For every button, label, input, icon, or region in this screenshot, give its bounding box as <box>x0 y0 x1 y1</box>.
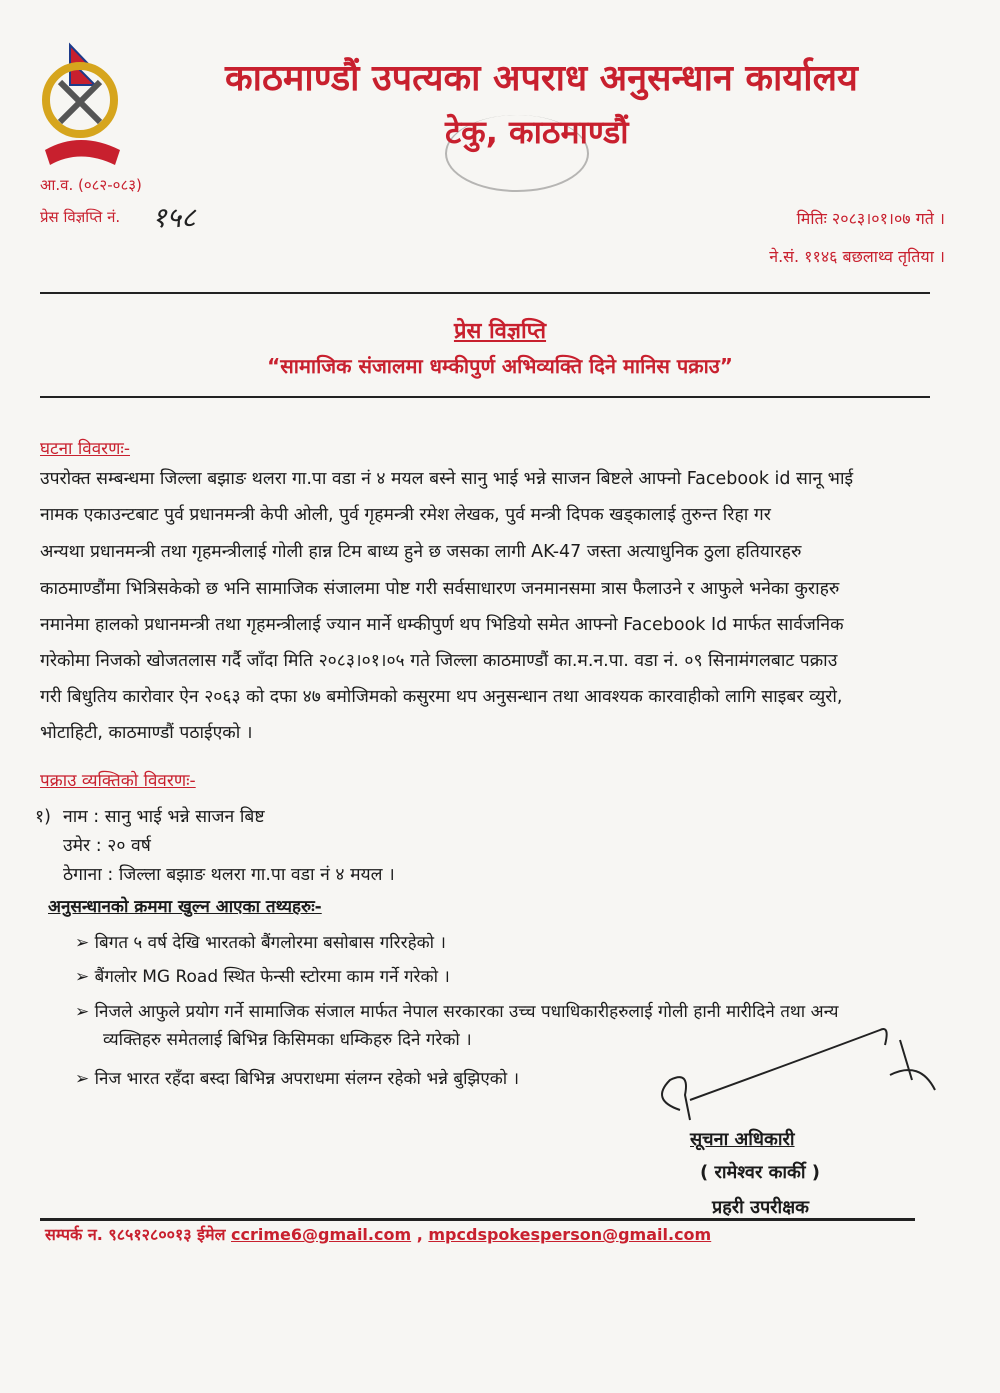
signatory-rank: प्रहरी उपरीक्षक <box>712 1197 809 1218</box>
nepal-police-emblem-icon <box>40 40 160 170</box>
signatory-name: ( रामेश्वर कार्की ) <box>700 1162 821 1183</box>
nepal-sambat-date: ने.सं. ११४६ बछलाथ्व तृतिया । <box>769 247 945 266</box>
divider <box>40 1218 915 1221</box>
fact-item: ➢ निज भारत रहँदा बस्दा बिभिन्न अपराधमा संलग्न रहेको भन्ने बुझिएको । <box>75 1069 520 1089</box>
incident-line: नमानेमा हालको प्रधानमन्त्री तथा गृहमन्त्रीलाई ज्यान मार्ने धम्कीपुर्ण थप भिडियो समेत आफ्नो Facebook Id मार्फत सार्वजनिक <box>40 615 844 635</box>
date: मितिः २०८३।०१।०७ गते । <box>796 209 945 228</box>
email-link-ccrime[interactable]: ccrime6@gmail.com <box>231 1225 412 1244</box>
fact-item-continuation: व्यक्तिहरु समेतलाई बिभिन्न किसिमका धम्किहरु दिने गरेको । <box>103 1030 472 1050</box>
press-release-no-label: प्रेस विज्ञप्ति नं. <box>40 208 121 226</box>
page-subtitle: “सामाजिक संजालमा धम्कीपुर्ण अभिव्यक्ति दिने मानिस पक्राउ” <box>267 354 733 378</box>
arrested-heading: पक्राउ व्यक्तिको विवरणः- <box>40 771 196 791</box>
facts-heading: अनुसन्धानको क्रममा खुल्न आएका तथ्यहरुः- <box>48 897 322 917</box>
incident-line: नामक एकाउन्टबाट पुर्व प्रधानमन्त्री केपी ओली, पुर्व गृहमन्त्री रमेश लेखक, पुर्व मन्त्री दिपक खड्कालाई तुरुन्त रिहा गर <box>40 505 771 525</box>
incident-line: काठमाण्डौंमा भित्रिसकेको छ भनि सामाजिक संजालमा पोष्ट गरी सर्वसाधारण जनमानसमा त्रास फैलाउने र आफुले भनेका कुराहरु <box>40 579 840 599</box>
fiscal-year: आ.व. (०८२-०८३) <box>40 176 142 194</box>
page-title: प्रेस विज्ञप्ति <box>453 319 547 344</box>
divider <box>40 396 930 398</box>
incident-line: उपरोक्त सम्बन्धमा जिल्ला बझाङ थलरा गा.पा वडा नं ४ मयल बस्ने सानु भाई भन्ने साजन बिष्टले आफ्नो Facebook id सानू भाई <box>40 469 854 489</box>
incident-heading: घटना विवरणः- <box>40 439 130 459</box>
arrested-name: नाम : सानु भाई भन्ने साजन बिष्ट <box>63 807 265 827</box>
arrested-index: १) <box>35 807 51 827</box>
incident-line: गरी बिधुतिय कारोवार ऐन २०६३ को दफा ४७ बमोजिमको कसुरमा थप अनुसन्धान तथा आवश्यक कारवाहीको लागि साइबर व्युरो, <box>40 687 843 707</box>
incident-line: गरेकोमा निजको खोजतलास गर्दै जाँदा मिति २०८३।०१।०५ गते जिल्ला काठमाण्डौं का.म.न.पा. वडा नं. ०९ सिनामंगलबाट पक्राउ <box>40 651 838 671</box>
arrow-bullet-icon: ➢ <box>75 967 95 987</box>
signatory-role: सूचना अधिकारी <box>690 1129 795 1150</box>
fact-item: ➢ बैंगलोर MG Road स्थित फेन्सी स्टोरमा काम गर्ने गरेको । <box>75 967 450 987</box>
incident-line: भोटाहिटी, काठमाण्डौं पठाईएको । <box>40 723 253 743</box>
fact-item: ➢ निजले आफुले प्रयोग गर्ने सामाजिक संजाल मार्फत नेपाल सरकारका उच्च पधाधिकारीहरुलाई गोली हानी मारीदिने तथा अन्य <box>75 1002 839 1022</box>
arrow-bullet-icon: ➢ <box>75 1069 95 1089</box>
divider <box>40 292 930 294</box>
organization-location: टेकु, काठमाण्डौं <box>445 113 629 151</box>
incident-line: अन्यथा प्रधानमन्त्री तथा गृहमन्त्रीलाई गोली हान्न टिम बाध्य हुने छ जसका लागी AK-47 जस्ता अत्याधुनिक ठुला हतियारहरु <box>40 542 802 562</box>
footer-contact: सम्पर्क न. ९८५१२८००१३ ईमेल ccrime6@gmail.com , mpcdspokesperson@gmail.com <box>45 1225 712 1244</box>
press-release-number: १५८ <box>152 201 196 234</box>
organization-name: काठमाण्डौं उपत्यका अपराध अनुसन्धान कार्यालय <box>225 58 858 99</box>
arrested-age: उमेर : २० वर्ष <box>63 836 151 856</box>
arrow-bullet-icon: ➢ <box>75 1002 95 1022</box>
arrow-bullet-icon: ➢ <box>75 933 95 953</box>
fact-item: ➢ बिगत ५ वर्ष देखि भारतको बैंगलोरमा बसोबास गरिरहेको । <box>75 933 446 953</box>
arrested-address: ठेगाना : जिल्ला बझाङ थलरा गा.पा वडा नं ४ मयल । <box>63 865 395 885</box>
email-link-spokesperson[interactable]: mpcdspokesperson@gmail.com <box>428 1225 712 1244</box>
